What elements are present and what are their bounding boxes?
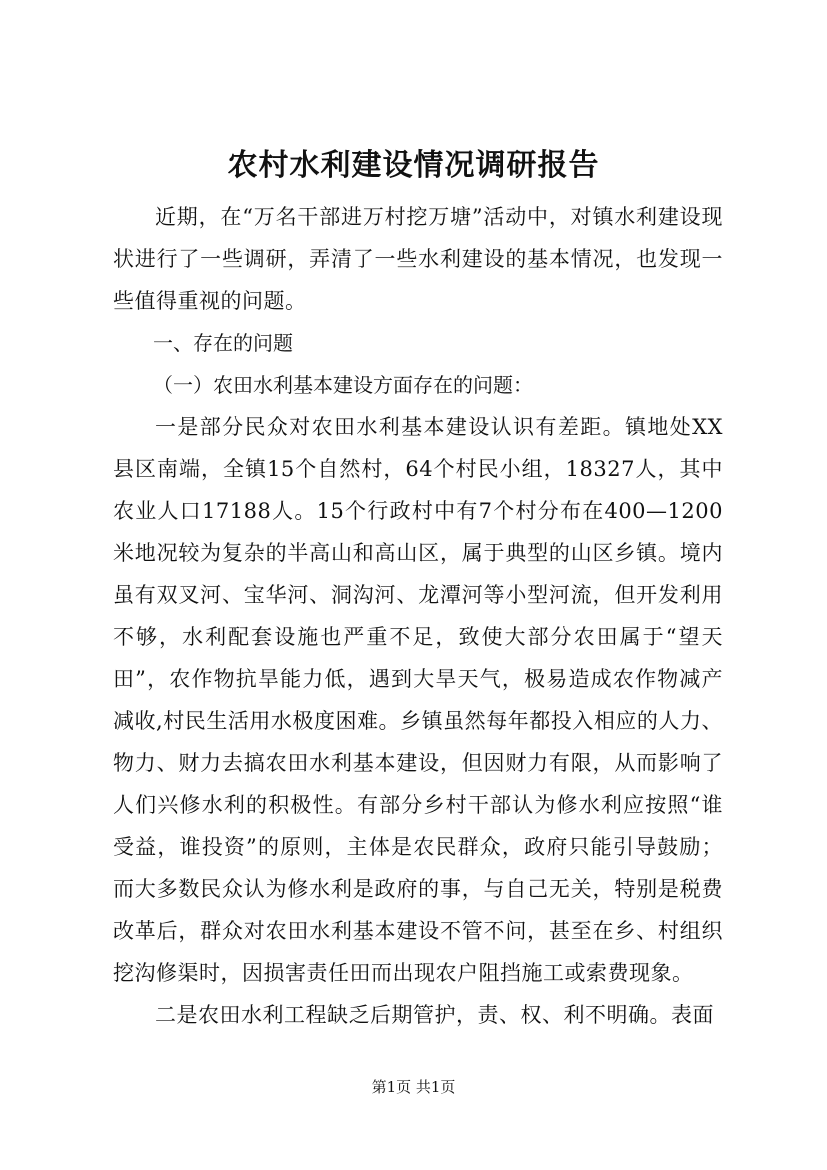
- page-number-footer: 第1页 共1页: [371, 1078, 456, 1096]
- body-paragraph: 一是部分民众对农田水利基本建设认识有差距。镇地处XX县区南端，全镇15个自然村，64个村民小组，18327人，其中农业人口17188人。15个行政村中有7个村分布在400—1200米地况较为复杂的半高山和高山区，属于典型的山区乡镇。境内虽有双叉河、宝华河、洞沟河、龙潭河等小型河流，但开发利用不够，水利配套设施也严重不足，致使大部分农田属于“望天田”，农作物抗旱能力低，遇到大旱天气，极易造成农作物减产减收,村民生活用水极度困难。乡镇虽然每年都投入相应的人力、物力、财力去搞农田水利基本建设，但因财力有限，从而影响了人们兴修水利的积极性。有部分乡村干部认为修水利应按照“谁受益，谁投资”的原则，主体是农民群众，政府只能引导鼓励；而大多数民众认为修水利是政府的事，与自己无关，特别是税费改革后，群众对农田水利基本建设不管不问，甚至在乡、村组织挖沟修渠时，因损害责任田而出现农户阻挡施工或索费现象。: [113, 415, 723, 985]
- intro-paragraph: 近期，在“万名干部进万村挖万塘”活动中，对镇水利建设现状进行了一些调研，弄清了一些水利建设的基本情况，也发现一些值得重视的问题。: [113, 205, 723, 313]
- document-body: [113, 196, 723, 1036]
- subsection-heading: （一）农田水利基本建设方面存在的问题：: [153, 373, 533, 397]
- body-paragraph: 二是农田水利工程缺乏后期管护，责、权、利不明确。表面: [155, 1003, 714, 1027]
- document-title: 农村水利建设情况调研报告: [227, 148, 600, 183]
- section-heading: 一、存在的问题: [153, 331, 293, 355]
